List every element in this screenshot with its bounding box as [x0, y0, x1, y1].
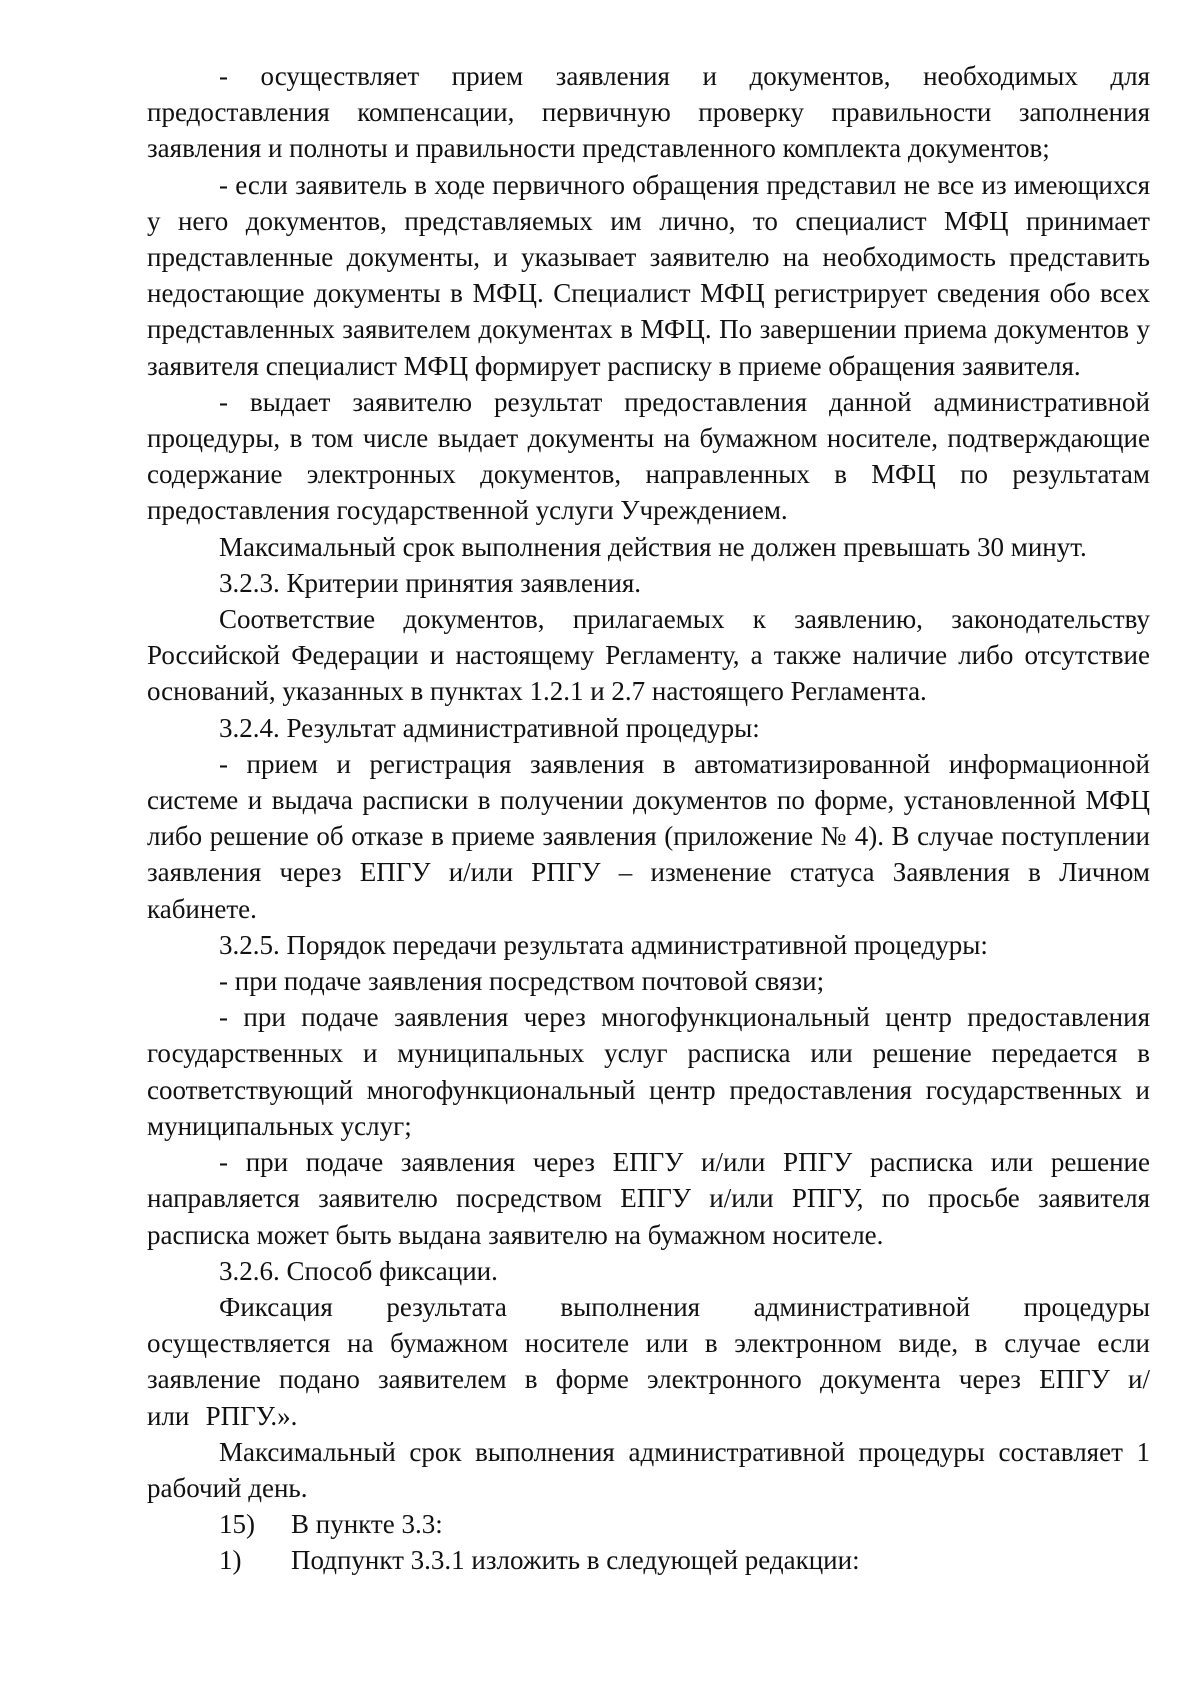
paragraph: - осуществляет прием заявления и документов, необходимых для предоставления компенсации, первичную проверку правильности заполнения заявления и полноты и правильности представленного комплекта документов; [147, 61, 1150, 164]
section-heading: 3.2.4. Результат административной процедуры: [219, 712, 760, 743]
paragraph: - при подаче заявления посредством почтовой связи; [219, 966, 825, 997]
paragraph: - прием и регистрация заявления в автоматизированной информационной системе и выдача расписки в получении документов по форме, установленной МФЦ либо решение об отказе в приеме заявления (приложение № 4). В случае поступлении заявления через ЕПГУ и/или РПГУ – изменение статуса Заявления в Личном кабинете. [147, 748, 1150, 924]
paragraph: - при подаче заявления через ЕПГУ и/или РПГУ расписка или решение направляется заявителю посредством ЕПГУ и/или РПГУ, по просьбе заявителя расписка может быть выдана заявителю на бумажном носителе. [147, 1147, 1150, 1250]
list-item-text: Подпункт 3.3.1 изложить в следующей редакции: [291, 1545, 860, 1576]
document-page [147, 58, 1150, 1579]
section-heading: 3.2.3. Критерии принятия заявления. [219, 567, 642, 598]
list-item [147, 1506, 1150, 1542]
list-item-number: 15) [219, 1509, 255, 1540]
section-heading: 3.2.6. Способ фиксации. [219, 1255, 498, 1286]
paragraph: - если заявитель в ходе первичного обращения представил не все из имеющихся у него документов, представляемых им лично, то специалист МФЦ принимает представленные документы, и указывает заявителю на необходимость представить недостающие документы в МФЦ. Специалист МФЦ регистрирует сведения обо всех представленных заявителем документах в МФЦ. По завершении приема документов у заявителя специалист МФЦ формирует расписку в приеме обращения заявителя. [147, 169, 1150, 381]
paragraph: Максимальный срок выполнения действия не должен превышать 30 минут. [219, 531, 1087, 562]
paragraph: Максимальный срок выполнения административной процедуры составляет 1 рабочий день. [147, 1436, 1150, 1503]
list-item-text: В пункте 3.3: [291, 1509, 443, 1540]
list-item [147, 1542, 1150, 1578]
paragraph: Соответствие документов, прилагаемых к заявлению, законодательству Российской Федерации и настоящему Регламенту, а также наличие либо отсутствие оснований, указанных в пунктах 1.2.1 и 2.7 настоящего Регламента. [147, 604, 1150, 707]
list-item-number: 1) [219, 1545, 242, 1576]
paragraph: Фиксация результата выполнения административной процедуры осуществляется на бумажном носителе или в электронном виде, в случае если заявление подано заявителем в форме электронного документа через ЕПГУ и/или РПГУ.». [147, 1291, 1150, 1431]
section-heading: 3.2.5. Порядок передачи результата административной процедуры: [219, 929, 988, 960]
paragraph: - выдает заявителю результат предоставления данной административной процедуры, в том числе выдает документы на бумажном носителе, подтверждающие содержание электронных документов, направленных в МФЦ по результатам предоставления государственной услуги Учреждением. [147, 386, 1150, 526]
paragraph: - при подаче заявления через многофункциональный центр предоставления государственных и муниципальных услуг расписка или решение передается в соответствующий многофункциональный центр предоставления государственных и муниципальных услуг; [147, 1002, 1150, 1141]
